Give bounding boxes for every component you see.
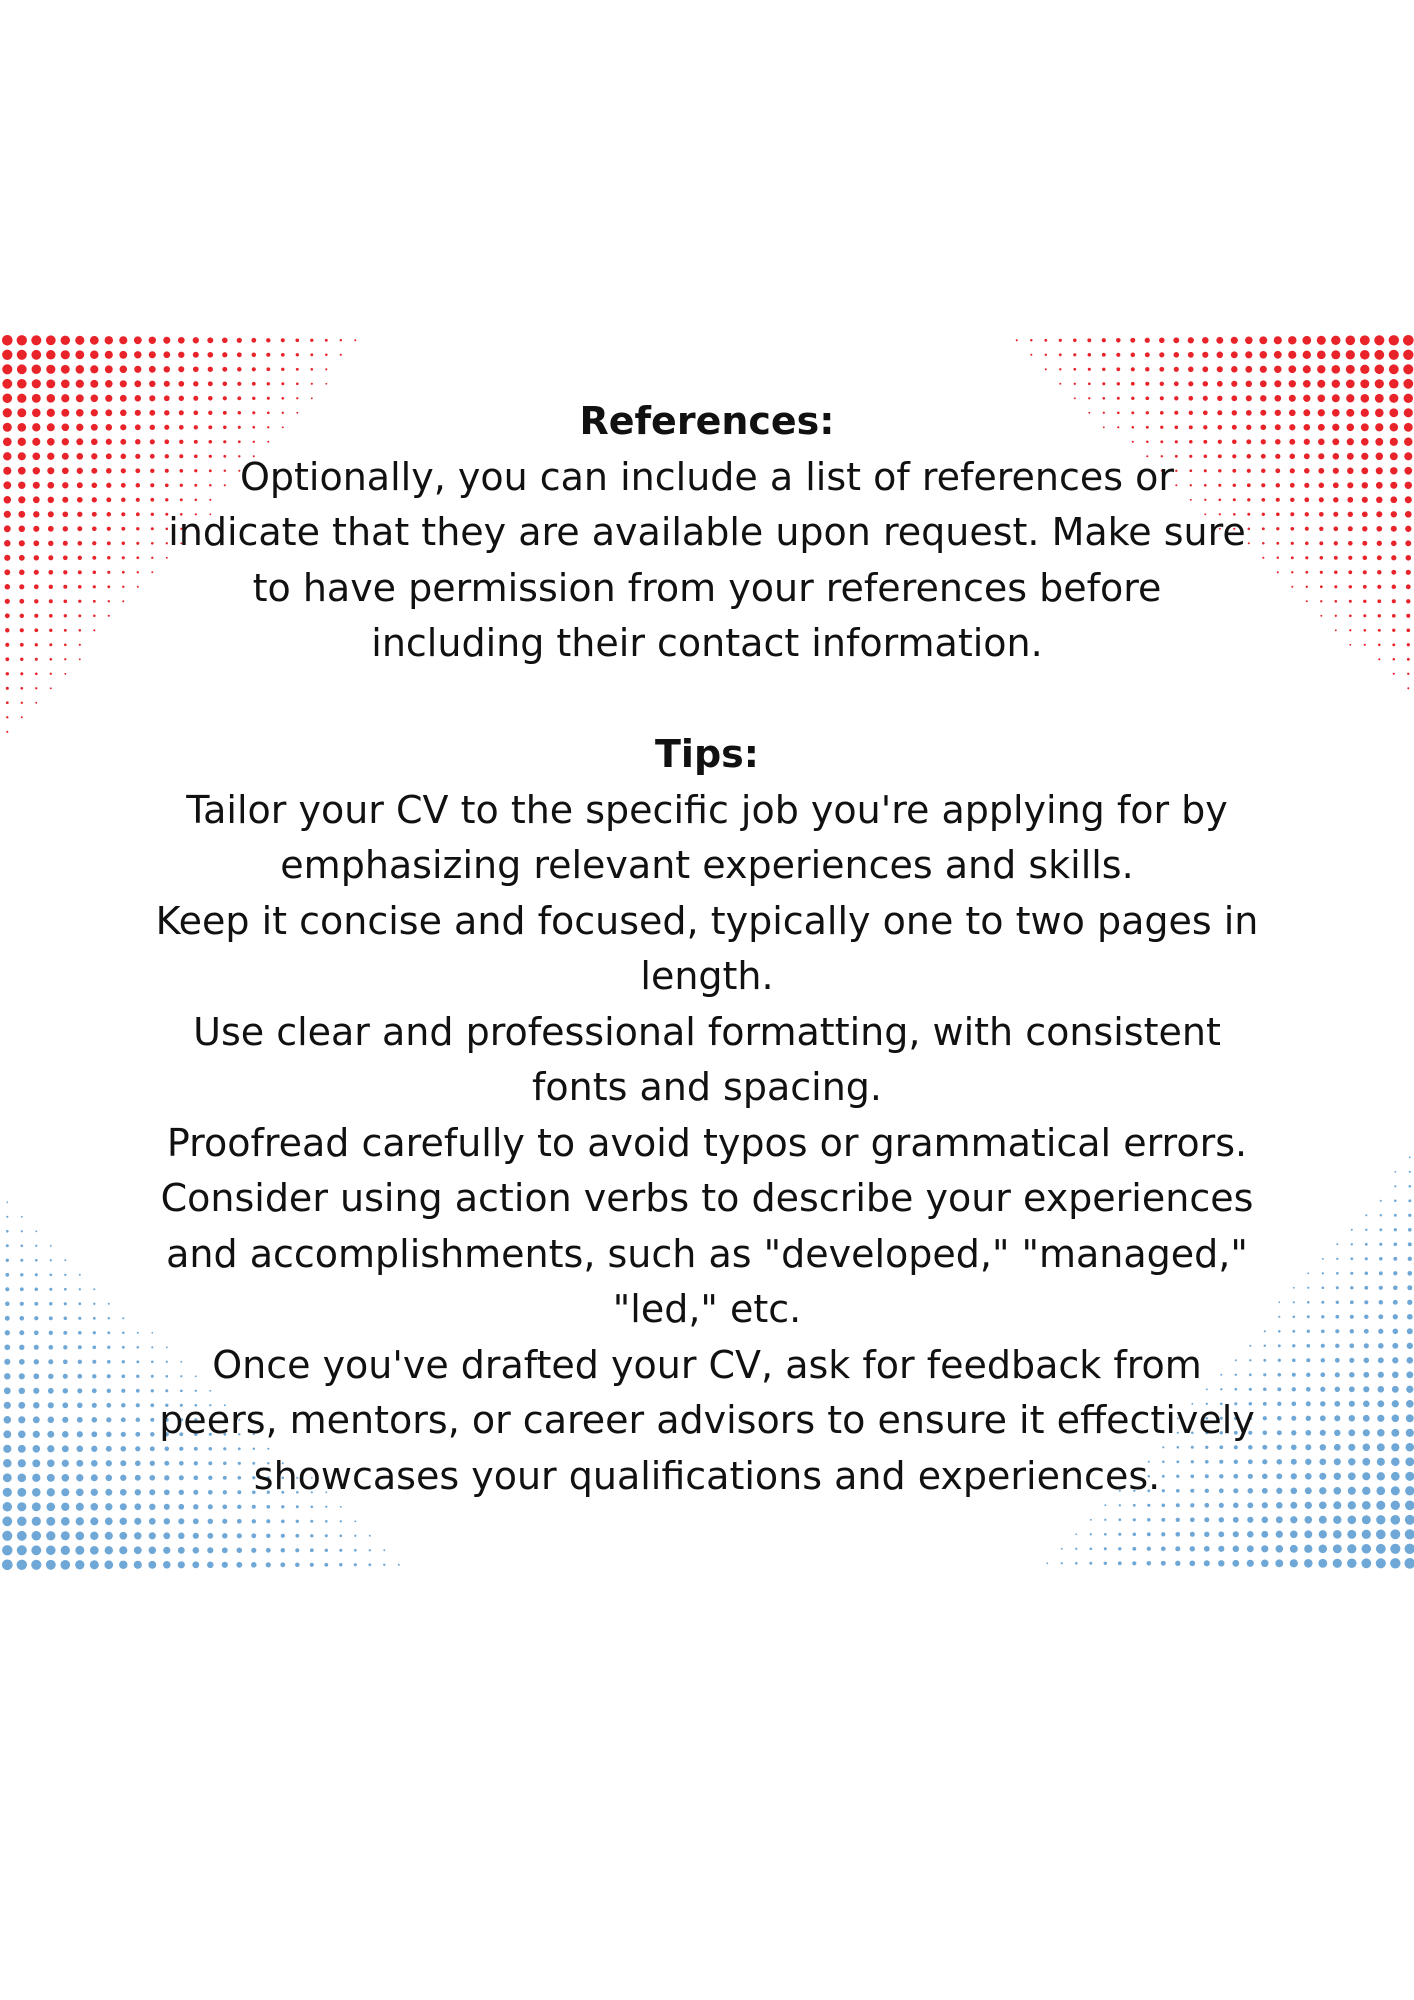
references-line: indicate that they are available upon request. Make sure bbox=[168, 510, 1246, 554]
tips-line: showcases your qualifications and experiences. bbox=[253, 1453, 1161, 1498]
tips-section bbox=[80, 727, 1334, 1504]
tips-line: length. bbox=[640, 954, 774, 998]
references-section bbox=[80, 394, 1334, 672]
tips-line: Tailor your CV to the specific job you're applying for by bbox=[186, 787, 1228, 832]
tips-line: Consider using action verbs to describe your experiences bbox=[160, 1176, 1254, 1220]
tips-heading: Tips: bbox=[655, 732, 759, 776]
references-line: Optionally, you can include a list of references or bbox=[239, 454, 1175, 499]
tips-line: peers, mentors, or career advisors to ensure it effectively bbox=[159, 1398, 1255, 1442]
references-line: to have permission from your references before bbox=[252, 565, 1162, 610]
section-spacer bbox=[80, 672, 1334, 728]
document-body bbox=[80, 394, 1334, 1504]
references-heading: References: bbox=[579, 399, 835, 443]
tips-line: Proofread carefully to avoid typos or grammatical errors. bbox=[166, 1120, 1248, 1165]
tips-line: Keep it concise and focused, typically one to two pages in bbox=[155, 898, 1259, 943]
tips-line: fonts and spacing. bbox=[532, 1065, 882, 1109]
tips-line: "led," etc. bbox=[612, 1287, 802, 1331]
tips-line: Once you've drafted your CV, ask for feedback from bbox=[212, 1342, 1202, 1387]
tips-line: Use clear and professional formatting, with consistent bbox=[193, 1009, 1221, 1054]
tips-line: and accomplishments, such as "developed," "managed," bbox=[166, 1231, 1248, 1276]
tips-line: emphasizing relevant experiences and skills. bbox=[280, 843, 1134, 887]
references-line: including their contact information. bbox=[371, 621, 1043, 665]
